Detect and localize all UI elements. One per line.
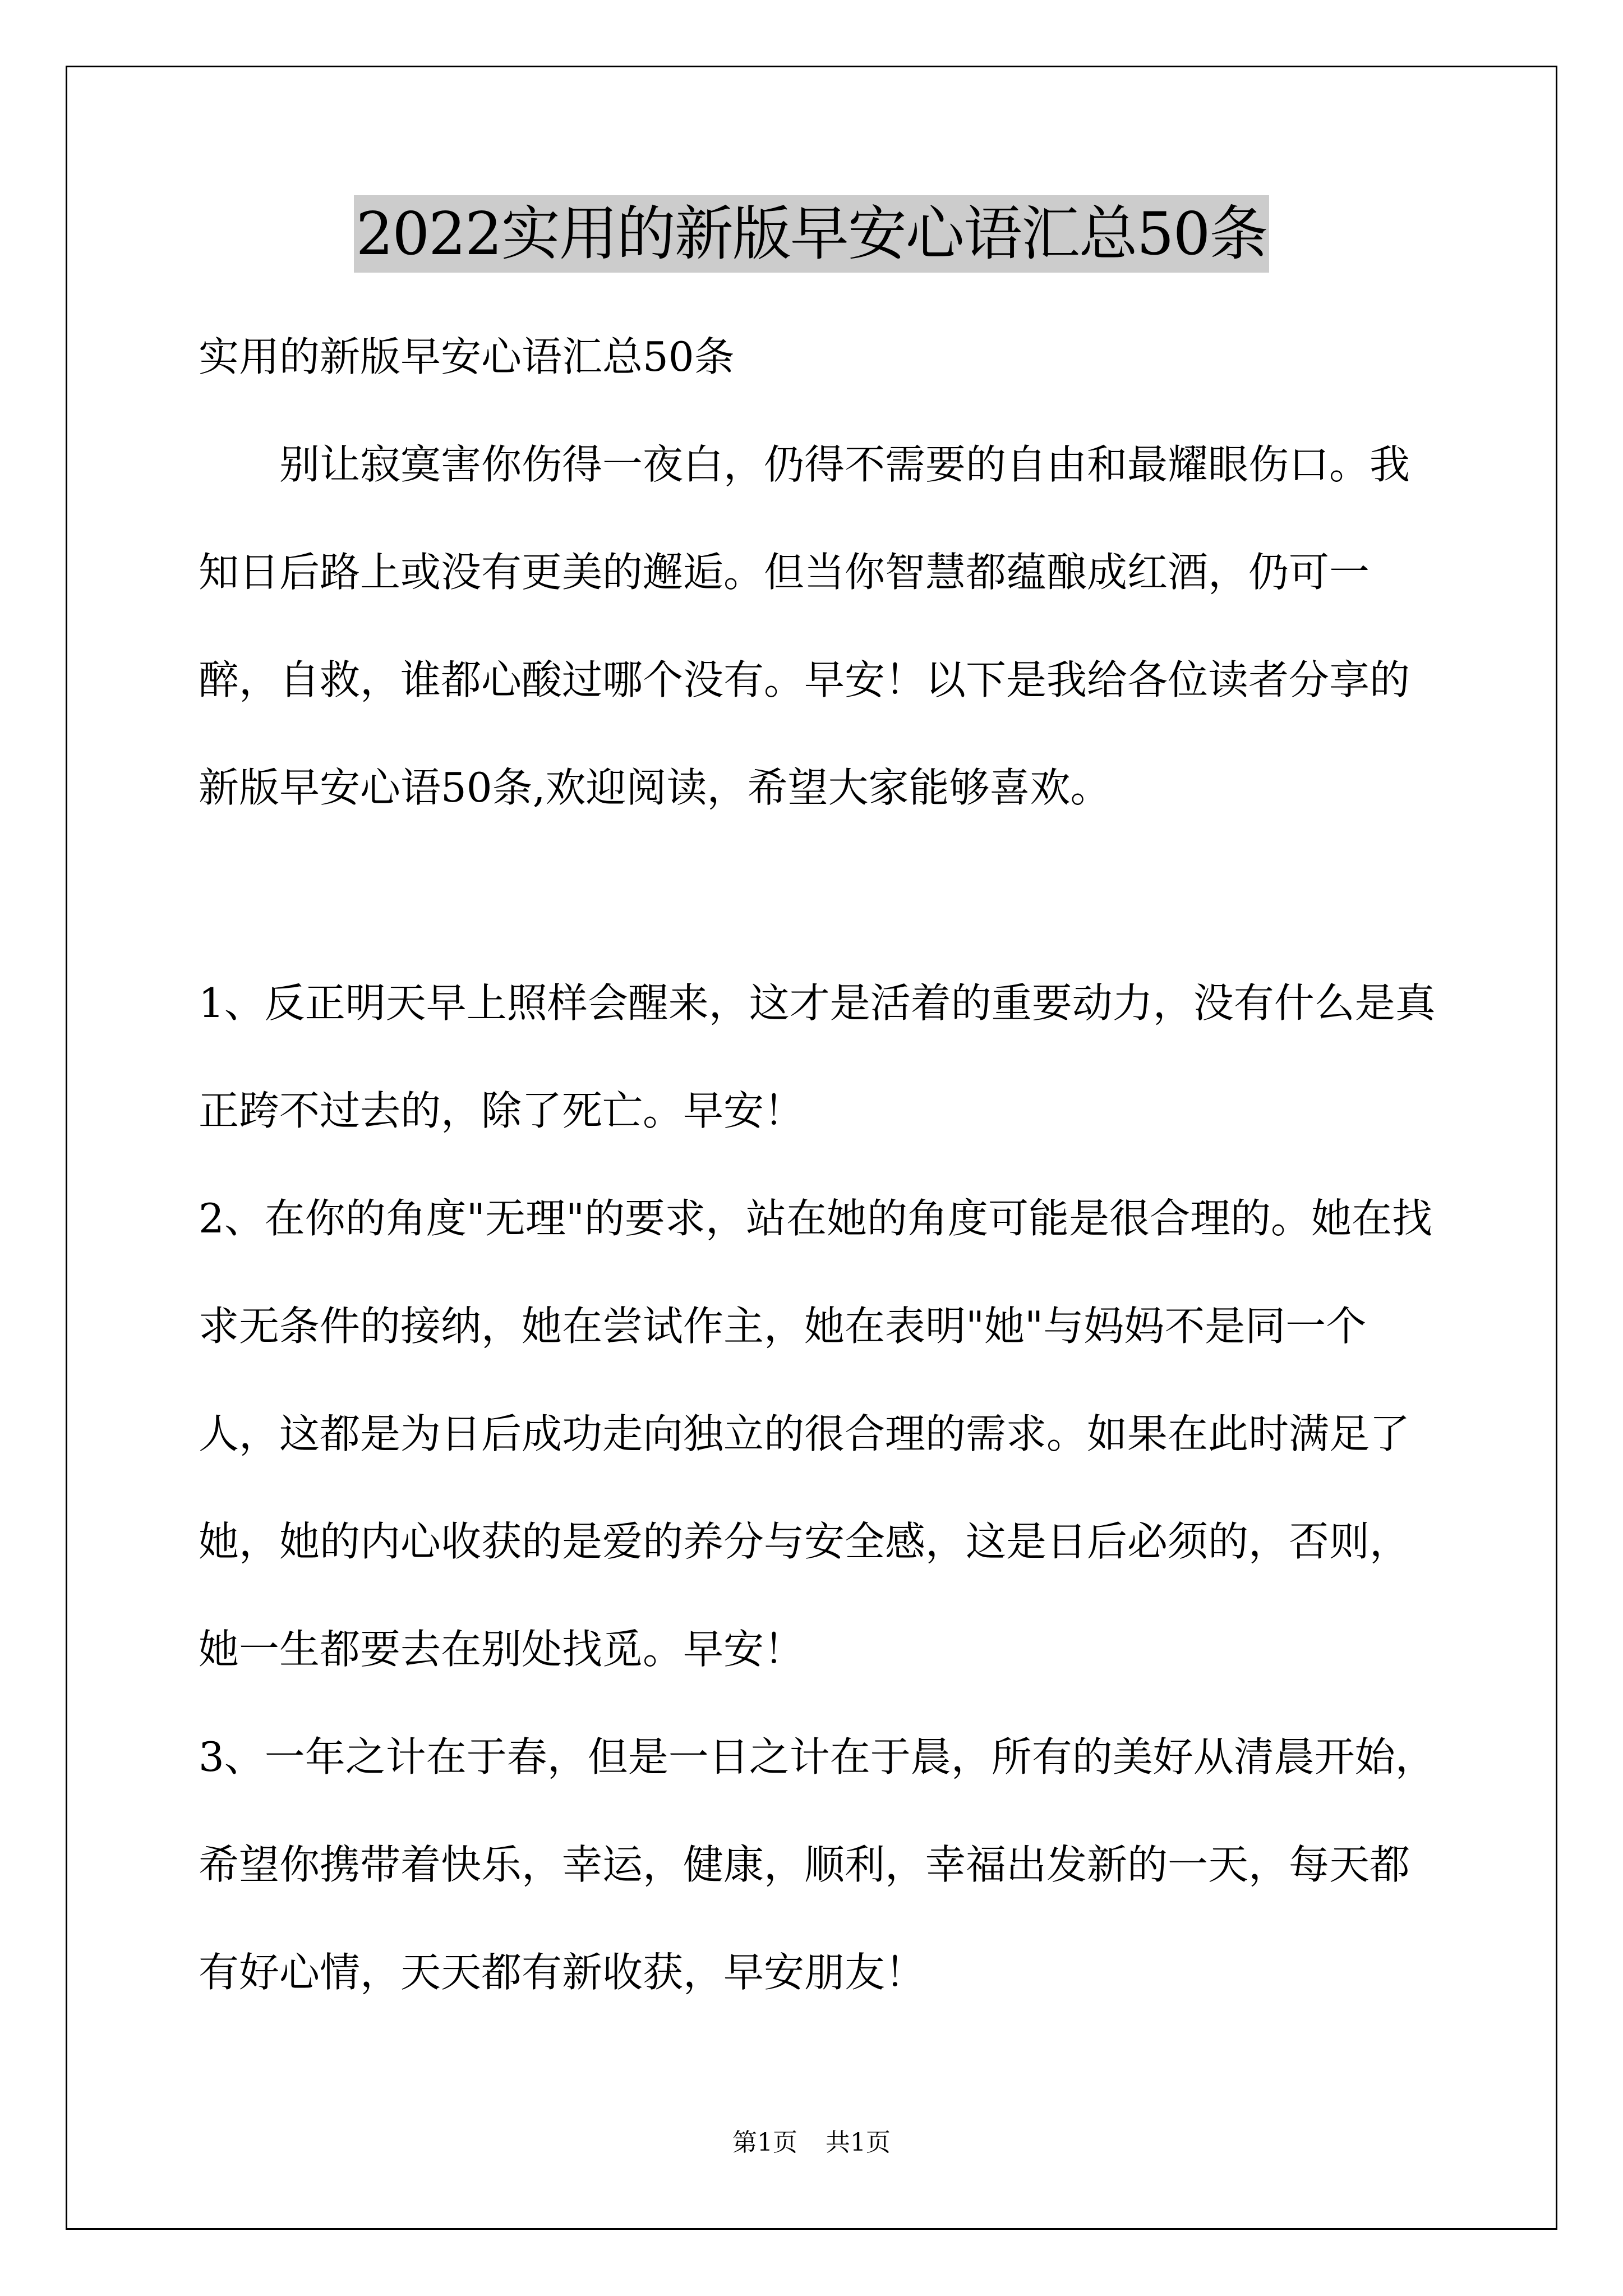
document-body [199, 303, 1438, 2026]
intro-paragraph: 别让寂寞害你伤得一夜白，仍得不需要的自由和最耀眼伤口。我知日后路上或没有更美的邂逅。但当你智慧都蕴酿成红酒，仍可一醉，自救，谁都心酸过哪个没有。早安！以下是我给各位读者分享的新版早安心语50条,欢迎阅读，希望大家能够喜欢。 [199, 441, 1410, 811]
document-title: 2022实用的新版早安心语汇总50条 [354, 195, 1270, 273]
page-number-current: 第1页 [732, 2128, 797, 2157]
paragraph-spacer [199, 841, 1438, 949]
list-item: 2、在你的角度"无理"的要求，站在她的角度可能是很合理的。她在找求无条件的接纳，她在尝试作主，她在表明"她"与妈妈不是同一个人，这都是为日后成功走向独立的很合理的需求。如果在此时满足了她，她的内心收获的是爱的养分与安全感，这是日后必须的，否则，她一生都要去在别处找觅。早安！ [199, 1195, 1433, 1673]
document-subtitle: 实用的新版早安心语汇总50条 [199, 333, 735, 380]
list-item: 1、反正明天早上照样会醒来，这才是活着的重要动力，没有什么是真正跨不过去的，除了死亡。早安！ [199, 979, 1436, 1134]
page-number-total: 共1页 [826, 2128, 891, 2157]
list-item: 3、一年之计在于春，但是一日之计在于晨，所有的美好从清晨开始，希望你携带着快乐，幸运，健康，顺利，幸福出发新的一天，每天都有好心情，天天都有新收获，早安朋友！ [199, 1733, 1436, 1996]
title-container [0, 195, 1623, 273]
page-footer [0, 2126, 1623, 2160]
